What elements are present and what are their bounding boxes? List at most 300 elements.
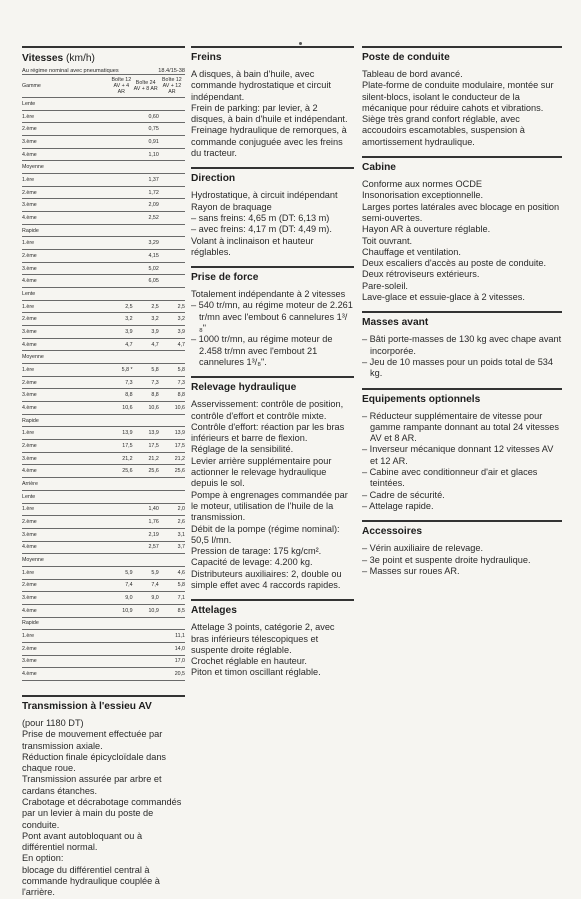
speed-value: 5,9 (110, 566, 133, 579)
column-left (22, 0, 185, 899)
speed-row (22, 503, 185, 516)
speed-value: 9,0 (110, 592, 133, 605)
speed-value: 17,5 (133, 440, 159, 453)
speed-value: 10,6 (159, 402, 185, 415)
speed-value (133, 161, 159, 174)
speed-value: 3,2 (159, 313, 185, 326)
text-line: – Bâti porte-masses de 130 kg avec chape avant incorporée. (362, 334, 562, 356)
freins-heading: Freins (191, 52, 222, 63)
direction-text (191, 190, 354, 258)
speed-value: 10,6 (133, 402, 159, 415)
speed-row (22, 275, 185, 288)
speed-gear-label: 4.ème (22, 338, 110, 351)
speed-row (22, 351, 185, 364)
section-rule (22, 46, 185, 48)
speed-gear-label: 4.ème (22, 148, 110, 161)
text-line: Pompe à engrenages commandée par le moteur, utilisation de l'huile de la transmission. (191, 489, 348, 523)
speed-value: 17,5 (159, 440, 185, 453)
speed-value: 1,76 (133, 516, 159, 529)
speed-value: 2,5 (110, 300, 133, 313)
text-line: Asservissement: contrôle de position, contrôle d'effort et contrôle mixte. (191, 399, 344, 421)
col-header-1: Boîte 12 AV + 4 AR (110, 75, 133, 98)
text-line: Réglage de la sensibilité. (191, 444, 294, 455)
speed-gear-label: Lente (22, 490, 110, 503)
speed-row (22, 174, 185, 187)
vitesses-header-row (22, 75, 185, 98)
attelages-heading: Attelages (191, 605, 237, 617)
attelages-text (191, 622, 354, 678)
speed-value (159, 212, 185, 225)
text-line: Hydrostatique, à circuit indépendant (191, 190, 338, 201)
speed-value (133, 617, 159, 630)
speed-value (110, 351, 133, 364)
speed-value: 3,9 (110, 326, 133, 339)
speed-row (22, 541, 185, 554)
speed-gear-label: 4.ème (22, 212, 110, 225)
speed-row (22, 300, 185, 313)
speed-value: 21,2 (159, 452, 185, 465)
speed-value: 4,7 (110, 338, 133, 351)
text-line: Insonorisation exceptionnelle. (362, 190, 484, 201)
column-right (362, 0, 562, 577)
speed-gear-label: 4.ème (22, 668, 110, 681)
text-line: Prise de mouvement effectuée par transmission axiale. (22, 729, 163, 751)
section-rule (362, 388, 562, 390)
speed-value: 5,9 (133, 566, 159, 579)
speed-row (22, 288, 185, 301)
speed-value (110, 174, 133, 187)
speed-value (133, 490, 159, 503)
text-line: – sans freins: 4,65 m (DT: 6,13 m) (191, 212, 330, 223)
speed-row (22, 440, 185, 453)
col-header-2: Boîte 24 AV + 8 AR (133, 75, 159, 98)
speed-value (133, 554, 159, 567)
speed-value: 21,2 (133, 452, 159, 465)
speed-value: 3,7 (159, 541, 185, 554)
text-line: Siège très grand confort réglable, avec accoudoirs escamotables, suspension à amortissement hydraulique. (362, 114, 525, 147)
speed-value (159, 186, 185, 199)
speed-row (22, 414, 185, 427)
vitesses-heading (22, 53, 185, 64)
speed-gear-label: 1.ère (22, 300, 110, 313)
speed-gear-label: 1.ère (22, 364, 110, 377)
text-line: – Inverseur mécanique donnant 12 vitesses AV et 12 AR. (362, 444, 554, 466)
speed-row (22, 630, 185, 643)
speed-row (22, 579, 185, 592)
text-line: – Cabine avec conditionneur d'air et glaces teintées. (362, 467, 538, 489)
speed-value (159, 478, 185, 491)
speed-value: 1,72 (133, 186, 159, 199)
poste-text (362, 69, 562, 148)
text-line: Pression de tarage: 175 kg/cm². (191, 546, 322, 557)
speed-value: 2,52 (133, 212, 159, 225)
speed-gear-label: 3.ème (22, 262, 110, 275)
masses-text (362, 334, 562, 379)
speed-gear-label: Rapide (22, 414, 110, 427)
speed-gear-label: 2.ème (22, 516, 110, 529)
text-line: – Réducteur supplémentaire de vitesse pour gamme rampante donnant au total 24 vitesses AV et 8 AR. (362, 410, 559, 444)
speed-value (133, 224, 159, 237)
speed-value: 3,29 (133, 237, 159, 250)
speed-value (159, 123, 185, 136)
speed-gear-label: 3.ème (22, 199, 110, 212)
speed-value: 11,1 (159, 630, 185, 643)
text-line: En option: (22, 853, 64, 864)
speed-row (22, 186, 185, 199)
speed-value: 13,9 (110, 427, 133, 440)
text-line: Freinage hydraulique de remorques, à commande conjuguée avec les freins du tracteur. (191, 125, 347, 159)
text-line: Volant à inclinaison et hauteur réglables. (191, 235, 314, 257)
text-line: Lave-glace et essuie-glace à 2 vitesses. (362, 292, 525, 303)
text-line: Pont avant autobloquant ou à différentiel normal. (22, 830, 143, 853)
text-line: Pare-soleil. (362, 280, 408, 291)
text-line: Tableau de bord avancé. (362, 69, 463, 79)
speed-value: 4,7 (133, 338, 159, 351)
speed-value: 13,9 (133, 427, 159, 440)
speed-value: 10,9 (110, 604, 133, 617)
speed-gear-label: 3.ème (22, 452, 110, 465)
speed-gear-label: 2.ème (22, 313, 110, 326)
text-line: Conforme aux normes OCDE (362, 179, 482, 190)
speed-gear-label: Moyenne (22, 351, 110, 364)
speed-value (159, 148, 185, 161)
speed-value: 17,0 (159, 655, 185, 668)
speed-row (22, 98, 185, 111)
speed-value (133, 668, 159, 681)
speed-row (22, 668, 185, 681)
prise-de-force-text (191, 289, 354, 368)
speed-row (22, 326, 185, 339)
prise-de-force-heading: Prise de force (191, 272, 259, 284)
equipements-heading: Equipements optionnels (362, 393, 481, 405)
vitesses-table (22, 74, 185, 681)
text-line: (pour 1180 DT) (22, 717, 84, 728)
speed-value (159, 98, 185, 111)
text-line: Contrôle d'effort: réaction par les bras inférieurs et barre de flexion. (191, 421, 345, 444)
speed-value: 8,5 (159, 604, 185, 617)
text-line: Hayon AR à ouverture réglable. (362, 224, 491, 235)
equipements-text (362, 411, 562, 513)
col-gamme-header: Gamme (22, 75, 110, 98)
masses-heading: Masses avant (362, 317, 429, 329)
text-line: – 540 tr/mn, au régime moteur de 2.261 tr/mn avec l'embout 6 cannelures 1³/₈" (191, 300, 353, 334)
vitesses-title: Vitesses (22, 53, 64, 64)
speed-gear-label: 1.ère (22, 174, 110, 187)
speed-value (110, 275, 133, 288)
speed-row (22, 313, 185, 326)
text-line: Chauffage et ventilation. (362, 246, 461, 257)
text-line: – avec freins: 4,17 m (DT: 4,49 m). (191, 224, 332, 235)
text-line: Capacité de levage: 4.200 kg. (191, 557, 313, 568)
transmission-heading: Transmission à l'essieu AV (22, 700, 152, 712)
speed-value (159, 490, 185, 503)
freins-text (191, 69, 354, 159)
speed-gear-label: 1.ère (22, 630, 110, 643)
speed-value (159, 288, 185, 301)
vitesses-note-left: Au régime nominal avec pneumatiques (22, 68, 119, 74)
speed-value: 2,09 (133, 199, 159, 212)
speed-value: 6,05 (133, 275, 159, 288)
speed-value (110, 516, 133, 529)
section-rule (22, 695, 185, 697)
transmission-text (22, 718, 185, 899)
text-line: Totalement indépendante à 2 vitesses (191, 289, 346, 300)
speed-gear-label: 2.ème (22, 440, 110, 453)
accessoires-text (362, 543, 562, 577)
speed-gear-label: Rapide (22, 224, 110, 237)
speed-row (22, 364, 185, 377)
speed-gear-label: 3.ème (22, 389, 110, 402)
speed-gear-label: Lente (22, 288, 110, 301)
speed-value (110, 655, 133, 668)
speed-value (110, 250, 133, 263)
speed-value: 0,75 (133, 123, 159, 136)
cabine-heading: Cabine (362, 162, 396, 174)
speed-value: 4,15 (133, 250, 159, 263)
speed-value (110, 237, 133, 250)
speed-value: 25,6 (159, 465, 185, 478)
speed-row (22, 566, 185, 579)
speed-value: 25,6 (133, 465, 159, 478)
speed-gear-label: Rapide (22, 617, 110, 630)
speed-value (110, 642, 133, 655)
speed-value (133, 478, 159, 491)
speed-value: 8,8 (133, 389, 159, 402)
vitesses-note-right: 18.4/15-38 (158, 68, 185, 74)
speed-gear-label: 4.ème (22, 541, 110, 554)
speed-value (110, 490, 133, 503)
speed-value (133, 655, 159, 668)
section-rule (191, 599, 354, 601)
speed-value: 3,2 (110, 313, 133, 326)
speed-value (110, 199, 133, 212)
speed-value (133, 414, 159, 427)
speed-row (22, 617, 185, 630)
speed-value: 7,4 (110, 579, 133, 592)
speed-value (159, 136, 185, 149)
speed-value (159, 250, 185, 263)
speed-value: 2,6 (159, 516, 185, 529)
text-line: – Vérin auxiliaire de relevage. (362, 543, 484, 554)
speed-value: 7,3 (110, 376, 133, 389)
speed-value (133, 351, 159, 364)
speed-row (22, 516, 185, 529)
speed-value: 3,1 (159, 528, 185, 541)
speed-row (22, 148, 185, 161)
speed-value (133, 642, 159, 655)
speed-row (22, 402, 185, 415)
speed-value: 9,0 (133, 592, 159, 605)
speed-gear-label: 2.ème (22, 186, 110, 199)
section-rule (362, 156, 562, 158)
speed-value (110, 98, 133, 111)
speed-value: 2,0 (159, 503, 185, 516)
speed-value (159, 554, 185, 567)
speed-value (159, 224, 185, 237)
text-line: Deux rétroviseurs extérieurs. (362, 269, 480, 280)
speed-value: 1,40 (133, 503, 159, 516)
speed-value (110, 262, 133, 275)
speed-value (110, 668, 133, 681)
speed-row (22, 161, 185, 174)
speed-gear-label: 1.ère (22, 566, 110, 579)
speed-row (22, 262, 185, 275)
speed-value (110, 212, 133, 225)
speed-value (133, 98, 159, 111)
text-line: Deux escaliers d'accès au poste de conduite. (362, 258, 547, 269)
text-line: A disques, à bain d'huile, avec commande hydrostatique et circuit indépendant. (191, 69, 331, 102)
section-rule (362, 311, 562, 313)
speed-value (110, 148, 133, 161)
speed-value: 5,8 (159, 579, 185, 592)
speed-gear-label: 1.ère (22, 427, 110, 440)
speed-value (110, 617, 133, 630)
accessoires-heading: Accessoires (362, 526, 423, 538)
speed-row (22, 528, 185, 541)
speed-value (110, 123, 133, 136)
speed-row (22, 592, 185, 605)
speed-gear-label: 2.ème (22, 123, 110, 136)
text-line: Plate-forme de conduite modulaire, montée sur silent-blocs, isolant le conducteur de la mécanique pour réduire cahots et vibrations. (362, 80, 554, 113)
speed-row (22, 338, 185, 351)
speed-value: 20,5 (159, 668, 185, 681)
speed-value (159, 199, 185, 212)
text-line: blocage du différentiel central à commande hydraulique couplée à l'arrière. (22, 864, 160, 898)
speed-value (159, 174, 185, 187)
speed-row (22, 478, 185, 491)
speed-value (159, 237, 185, 250)
text-line: Frein de parking: par levier, à 2 disques, à bain d'huile et indépendant. (191, 102, 348, 125)
speed-value: 2,5 (159, 300, 185, 313)
text-line: Piton et timon oscillant réglable. (191, 667, 321, 678)
speed-value (110, 630, 133, 643)
speed-gear-label: 2.ème (22, 579, 110, 592)
section-rule (191, 266, 354, 268)
speed-value (110, 288, 133, 301)
speed-value: 2,57 (133, 541, 159, 554)
speed-value (110, 136, 133, 149)
speed-value (159, 414, 185, 427)
speed-gear-label: 2.ème (22, 376, 110, 389)
speed-value: 5,8 (133, 364, 159, 377)
relevage-text (191, 399, 354, 591)
section-rule (362, 520, 562, 522)
speed-value (110, 414, 133, 427)
text-line: Réduction finale épicycloïdale dans chaque roue. (22, 751, 167, 774)
speed-row (22, 490, 185, 503)
text-line: – Cadre de sécurité. (362, 489, 445, 500)
speed-value (159, 161, 185, 174)
section-rule (191, 167, 354, 169)
speed-value: 7,4 (133, 579, 159, 592)
speed-value (110, 478, 133, 491)
speed-gear-label: 3.ème (22, 592, 110, 605)
speed-gear-label: 4.ème (22, 402, 110, 415)
speed-row (22, 250, 185, 263)
speed-value: 8,8 (110, 389, 133, 402)
speed-value: 3,2 (133, 313, 159, 326)
speed-value: 21,2 (110, 452, 133, 465)
speed-value: 0,91 (133, 136, 159, 149)
speed-value (110, 224, 133, 237)
speed-value: 0,60 (133, 110, 159, 123)
speed-value (159, 351, 185, 364)
speed-value: 4,7 (159, 338, 185, 351)
speed-row (22, 452, 185, 465)
speed-value: 13,9 (159, 427, 185, 440)
speed-row (22, 465, 185, 478)
speed-value: 5,02 (133, 262, 159, 275)
section-rule (191, 376, 354, 378)
speed-value: 10,6 (110, 402, 133, 415)
speed-row (22, 136, 185, 149)
speed-value (110, 541, 133, 554)
speed-value (110, 528, 133, 541)
speed-value: 1,10 (133, 148, 159, 161)
speed-gear-label: Moyenne (22, 554, 110, 567)
speed-gear-label: Moyenne (22, 161, 110, 174)
text-line: Attelage 3 points, catégorie 2, avec bras inférieurs télescopiques et suspente droite réglable. (191, 622, 335, 655)
poste-heading: Poste de conduite (362, 52, 450, 63)
speed-gear-label: 3.ème (22, 655, 110, 668)
text-line: Toit ouvrant. (362, 235, 413, 246)
text-line: Distributeurs auxiliaires: 2, double ou simple effet avec 4 raccords rapides. (191, 568, 342, 590)
speed-row (22, 376, 185, 389)
text-line: Transmission assurée par arbre et cardans étanches. (22, 774, 162, 796)
speed-gear-label: 1.ère (22, 503, 110, 516)
column-middle (191, 0, 354, 679)
speed-value (133, 630, 159, 643)
speed-gear-label: 1.ère (22, 110, 110, 123)
speed-value: 2,5 (133, 300, 159, 313)
speed-value: 25,6 (110, 465, 133, 478)
text-line: Levier arrière supplémentaire pour actionner le relevage hydraulique depuis le sol. (191, 455, 332, 489)
text-line: Débit de la pompe (régime nominal): 50,5 l/mn. (191, 523, 340, 545)
speed-row (22, 110, 185, 123)
speed-value (110, 161, 133, 174)
speed-value: 10,9 (133, 604, 159, 617)
speed-gear-label: 3.ème (22, 136, 110, 149)
speed-gear-label: 2.ème (22, 642, 110, 655)
speed-row (22, 427, 185, 440)
speed-row (22, 212, 185, 225)
vitesses-unit: (km/h) (66, 53, 95, 64)
speed-gear-label: Arrière (22, 478, 110, 491)
speed-value (159, 617, 185, 630)
speed-row (22, 123, 185, 136)
speed-value: 4,6 (159, 566, 185, 579)
speed-value (110, 186, 133, 199)
text-line: Crabotage et décrabotage commandés par un levier à main du poste de conduite. (22, 796, 182, 830)
text-line: – Attelage rapide. (362, 500, 434, 511)
text-line: – 3e point et suspente droite hydraulique. (362, 554, 531, 565)
speed-value (159, 110, 185, 123)
speed-value: 8,8 (159, 389, 185, 402)
speed-value: 2,19 (133, 528, 159, 541)
speed-value: 7,1 (159, 592, 185, 605)
speed-value: 17,5 (110, 440, 133, 453)
speed-gear-label: 4.ème (22, 275, 110, 288)
speed-gear-label: 3.ème (22, 528, 110, 541)
speed-value (110, 110, 133, 123)
speed-gear-label: 3.ème (22, 326, 110, 339)
col-header-3: Boîte 12 AV + 12 AR (159, 75, 185, 98)
text-line: – Masses sur roues AR. (362, 565, 460, 576)
section-rule (191, 46, 354, 48)
vitesses-note (22, 68, 185, 74)
speed-row (22, 604, 185, 617)
text-line: – Jeu de 10 masses pour un poids total de 534 kg. (362, 356, 554, 379)
